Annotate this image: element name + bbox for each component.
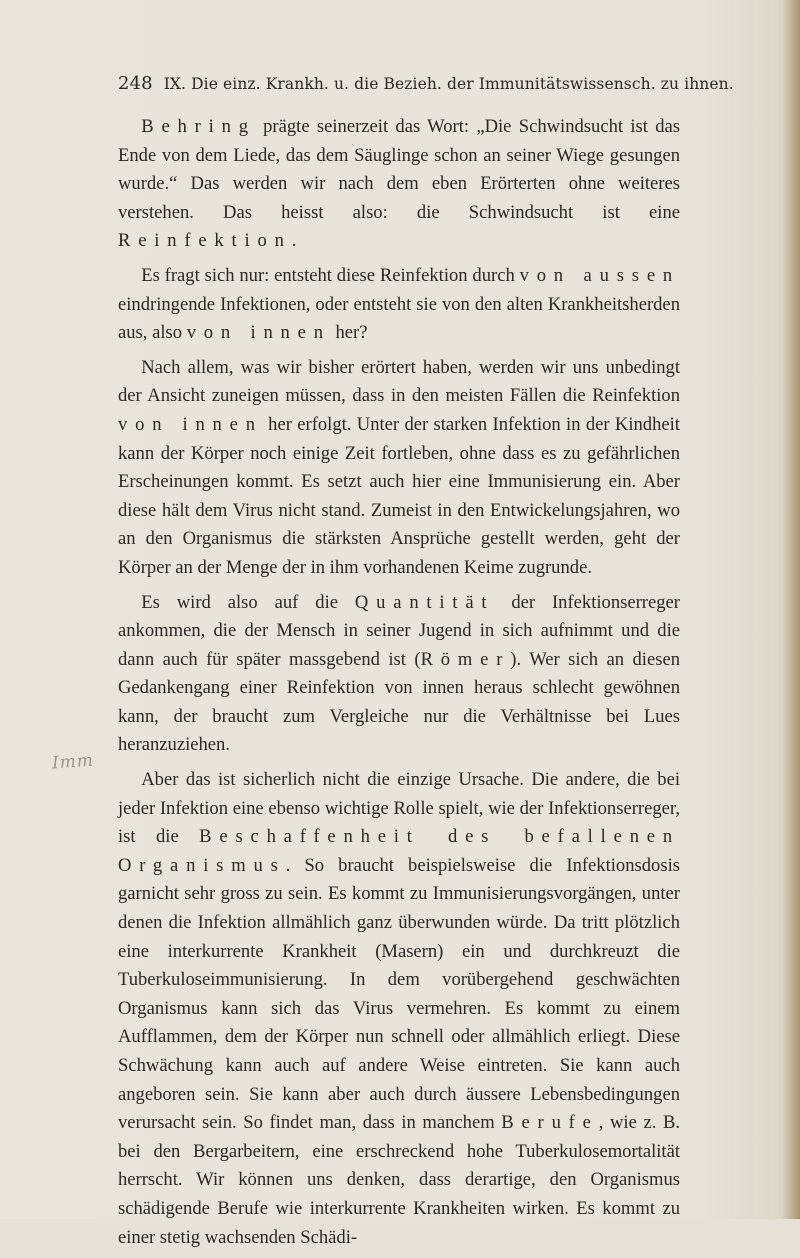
running-header: [118, 73, 734, 94]
paragraph: [118, 589, 680, 761]
spaced-emphasis: Behring: [141, 116, 256, 137]
text-run: her erfolgt. Unter der starken Infektion in der Kindheit kann der Körper noch einige Zeit fortleben, ohne dass es zu gefährlichen Erscheinungen kommt. Es setzt auch hier eine Immunisierung ein. Aber diese hält dem Virus nicht stand. Zumeist in den Entwickelungsjahren, wo an den Organismus die stärksten Ansprüche gestellt werden, geht der Körper an der Menge der in ihm vorhandenen Keime zugrunde.: [118, 413, 680, 578]
text-run: eindringende Infektionen, oder entsteht sie von den alten Krankheitsherden aus, also: [118, 293, 680, 344]
text-run: ). Wer sich an diesen Gedankengang einer Reinfektion von innen heraus schlecht gewöhnen kann, der braucht zum Vergleiche nur die Verhältnisse bei Lues heranzuziehen.: [118, 648, 680, 756]
text-run: her?: [330, 322, 368, 344]
text-run: prägte seinerzeit das Wort: „Die Schwindsucht ist das Ende von dem Liede, das dem Säuglinge schon an seiner Wiege gesungen wurde.“ Das werden wir nach dem eben Erörterten ohne weiteres verstehen. Das heisst also: die Schwindsucht ist eine: [118, 116, 680, 223]
text-run: , wie z. B. bei den Bergarbeitern, eine erschreckend hohe Tuberkulosemortalität herrscht. Wir können uns denken, dass derartige, den Organismus schädigende Berufe wie interkurrente Krankheiten wirken. Es kommt zu einer stetig wachsenden Schädi-: [118, 1112, 680, 1248]
spaced-emphasis: Quantität: [354, 591, 495, 613]
handwritten-margin-note: Imm: [51, 750, 95, 774]
spaced-emphasis: von innen: [118, 413, 263, 435]
text-run: Nach allem, was wir bisher erörtert haben, werden wir uns unbedingt der Ansicht zuneigen müssen, dass in den meisten Fällen die Reinfektion: [118, 356, 680, 407]
paragraph: [118, 354, 680, 583]
paragraph: [118, 262, 680, 348]
paragraph: [118, 766, 680, 1252]
spaced-emphasis: von innen: [186, 322, 331, 344]
text-run: .: [291, 230, 297, 252]
spaced-emphasis: Reinfektion: [118, 230, 292, 252]
text-run: Es fragt sich nur: entsteht diese Reinfektion durch: [141, 264, 520, 286]
body-text: [118, 113, 680, 1258]
running-title: IX. Die einz. Krankh. u. die Bezieh. der Immunitätswissensch. zu ihnen.: [163, 75, 734, 93]
page-edge-stain: [782, 0, 800, 1219]
text-run: . So braucht beispielsweise die Infektionsdosis garnicht sehr gross zu sein. Es kommt zu Immunisierungsvorgängen, unter denen die Infektion allmählich ganz überwunden würde. Da tritt plötzlich eine interkurrente Krankheit (Masern) ein und durchkreuzt die Tuberkuloseimmunisierung. In dem vorübergehend geschwächten Organismus kann sich das Virus vermehren. Es kommt zu einem Aufflammen, dem der Körper nun schnell oder allmählich erliegt. Diese Schwächung kann auch auf andere Weise eintreten. Sie kann auch angeboren sein. Sie kann aber auch durch äussere Lebensbedingungen verursacht sein. So findet man, dass in manchem: [118, 854, 680, 1134]
spaced-emphasis: von aussen: [519, 264, 680, 286]
text-run: Aber das ist sicherlich nicht die einzige Ursache. Die andere, die bei jeder Infektion eine ebenso wichtige Rolle spielt, wie der Infektionserreger, ist die: [118, 769, 680, 848]
spaced-emphasis: Römer: [420, 648, 511, 670]
text-run: der Infektionserreger ankommen, die der Mensch in seiner Jugend in sich aufnimmt und die dann auch für später massgebend ist (: [118, 591, 680, 670]
text-run: Es wird also auf die: [141, 591, 355, 613]
spaced-emphasis: Berufe: [501, 1112, 599, 1134]
paragraph: [118, 113, 680, 256]
spaced-emphasis: Beschaffenheit des befallenen Organismus: [118, 826, 680, 876]
page-number: 248: [118, 73, 153, 94]
